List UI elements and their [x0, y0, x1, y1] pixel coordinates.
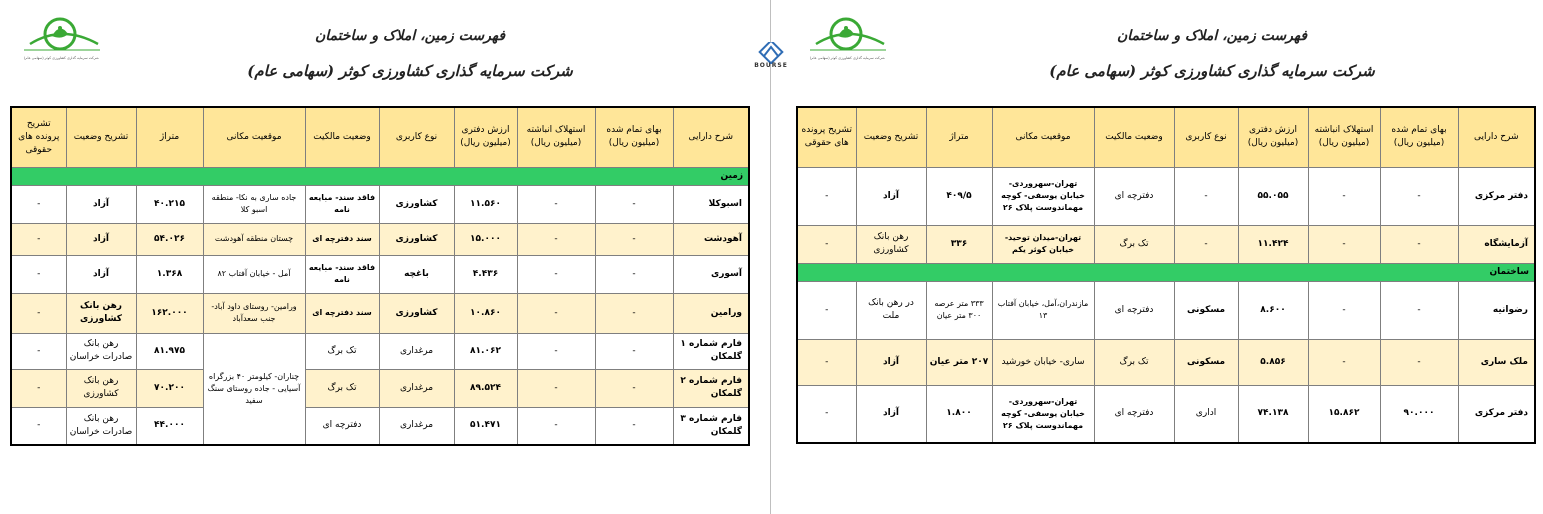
header-company: شرکت سرمایه گذاری کشاورزی کوثر (سهامی عام)	[247, 62, 573, 80]
cell-name: آزمایشگاه	[1458, 225, 1535, 263]
cell-status: در رهن بانک ملت	[856, 281, 926, 339]
cell-book: ۸.۶۰۰	[1238, 281, 1308, 339]
col-header: موقعیت مکانی	[203, 107, 305, 167]
cell-status: آزاد	[66, 223, 136, 255]
table-row	[797, 225, 1535, 263]
cell-own: تک برگ	[1094, 225, 1174, 263]
cell-name: ورامین	[673, 293, 749, 333]
col-header: ارزش دفتری (میلیون ریال)	[454, 107, 517, 167]
cell-loc-farms: چناران- کیلومتر ۴۰ بزرگراه آسیایی - جاده روستای سنگ سفید	[203, 333, 305, 445]
cell-cost: -	[595, 407, 673, 445]
cell-legal: -	[11, 293, 66, 333]
col-header: تشریح پرونده های حقوقی	[797, 107, 856, 167]
col-header: نوع کاربری	[379, 107, 454, 167]
col-header: نوع کاربری	[1174, 107, 1238, 167]
cell-dep: ۱۵.۸۶۲	[1308, 385, 1380, 443]
cell-use: کشاورزی	[379, 185, 454, 223]
cell-book: ۱۵.۰۰۰	[454, 223, 517, 255]
cell-use: کشاورزی	[379, 223, 454, 255]
cell-area: ۲۰۷ متر عیان	[926, 339, 992, 385]
cell-loc: آمل - خیابان آفتاب ۸۲	[203, 255, 305, 293]
col-header: شرح دارایی	[1458, 107, 1535, 167]
cell-own: فاقد سند- مبایعه نامه	[305, 185, 379, 223]
table-row	[11, 293, 749, 333]
header-title: فهرست زمین، املاک و ساختمان	[1116, 28, 1308, 44]
cell-area: ۷۰.۲۰۰	[136, 369, 203, 407]
cell-own: دفترچه ای	[1094, 281, 1174, 339]
building-asset-table	[796, 106, 1536, 444]
page-divider	[770, 0, 771, 514]
cell-area: ۴۴.۰۰۰	[136, 407, 203, 445]
bourse-label: BOURSE	[754, 62, 788, 69]
cell-use: مسکونی	[1174, 281, 1238, 339]
cell-area: ۸۱.۹۷۵	[136, 333, 203, 369]
table-header-row	[797, 107, 1535, 167]
cell-use: اداری	[1174, 385, 1238, 443]
cell-loc: تهران-سهروردی- خیابان یوسفی- کوچه مهماندوست پلاک ۲۶	[992, 167, 1094, 225]
cell-dep: -	[517, 293, 595, 333]
cell-cost: -	[1380, 281, 1458, 339]
cell-cost: -	[595, 185, 673, 223]
cell-legal: -	[797, 167, 856, 225]
cell-legal: -	[797, 281, 856, 339]
cell-loc: تهران-میدان توحید- خیابان کوثر یکم	[992, 225, 1094, 263]
cell-own: تک برگ	[305, 333, 379, 369]
cell-status: آزاد	[856, 339, 926, 385]
col-header: شرح دارایی	[673, 107, 749, 167]
cell-area: ۴۰.۲۱۵	[136, 185, 203, 223]
cell-dep: -	[517, 407, 595, 445]
cell-book: ۵.۸۵۶	[1238, 339, 1308, 385]
cell-status: آزاد	[66, 185, 136, 223]
cell-legal: -	[797, 385, 856, 443]
cell-legal: -	[11, 185, 66, 223]
col-header: موقعیت مکانی	[992, 107, 1094, 167]
cell-use: مسکونی	[1174, 339, 1238, 385]
cell-cost: -	[595, 333, 673, 369]
cell-cost: -	[1380, 339, 1458, 385]
cell-name: فارم شماره ۳ گلمکان	[673, 407, 749, 445]
cell-name: آهودشت	[673, 223, 749, 255]
header-title: فهرست زمین، املاک و ساختمان	[314, 28, 506, 44]
cell-status: رهن بانک صادرات خراسان	[66, 333, 136, 369]
cell-dep: -	[1308, 339, 1380, 385]
cell-book: ۵۱.۴۷۱	[454, 407, 517, 445]
cell-name: ملک ساری	[1458, 339, 1535, 385]
cell-dep: -	[1308, 281, 1380, 339]
cell-area: ۵۴.۰۲۶	[136, 223, 203, 255]
header-company: شرکت سرمایه گذاری کشاورزی کوثر (سهامی عام)	[1049, 62, 1375, 80]
table-row	[797, 281, 1535, 339]
col-header: تشریح وضعیت	[66, 107, 136, 167]
table-row	[11, 407, 749, 445]
cell-loc: چستان منطقه آهودشت	[203, 223, 305, 255]
cell-name: دفتر مرکزی	[1458, 167, 1535, 225]
cell-own: تک برگ	[1094, 339, 1174, 385]
table-row	[11, 185, 749, 223]
land-asset-table	[10, 106, 750, 446]
cell-book: ۱۰.۸۶۰	[454, 293, 517, 333]
table-row	[797, 167, 1535, 225]
cell-dep: -	[1308, 225, 1380, 263]
cell-cost: -	[595, 223, 673, 255]
cell-use: مرغداری	[379, 407, 454, 445]
col-header: بهای تمام شده (میلیون ریال)	[595, 107, 673, 167]
cell-legal: -	[11, 407, 66, 445]
cell-legal: -	[797, 339, 856, 385]
cell-book: ۵۵.۰۵۵	[1238, 167, 1308, 225]
col-header: متراژ	[926, 107, 992, 167]
cell-dep: -	[517, 185, 595, 223]
col-header: متراژ	[136, 107, 203, 167]
cell-area: ۴۰۹/۵	[926, 167, 992, 225]
cell-own: دفترچه ای	[1094, 385, 1174, 443]
cell-area: ۳۳۳ متر عرصه ۳۰۰ متر عیان	[926, 281, 992, 339]
logo-caption: شرکت سرمایه گذاری کشاورزی کوثر (سهامی عام)	[810, 56, 885, 60]
table-row	[11, 333, 749, 369]
cell-status: رهن بانک صادرات خراسان	[66, 407, 136, 445]
cell-use: مرغداری	[379, 369, 454, 407]
cell-area: ۱۶۲.۰۰۰	[136, 293, 203, 333]
col-header: وضعیت مالکیت	[305, 107, 379, 167]
table-header-row	[11, 107, 749, 167]
cell-own: تک برگ	[305, 369, 379, 407]
cell-dep: -	[517, 223, 595, 255]
table-row	[11, 255, 749, 293]
cell-legal: -	[11, 333, 66, 369]
cell-cost: -	[595, 255, 673, 293]
col-header: ارزش دفتری (میلیون ریال)	[1238, 107, 1308, 167]
cell-dep: -	[1308, 167, 1380, 225]
cell-name: فارم شماره ۱ گلمکان	[673, 333, 749, 369]
cell-own: دفترچه ای	[1094, 167, 1174, 225]
section-row	[797, 263, 1535, 281]
left-page	[0, 0, 770, 514]
cell-status: رهن بانک کشاورزی	[856, 225, 926, 263]
cell-legal: -	[11, 369, 66, 407]
cell-cost: -	[1380, 167, 1458, 225]
section-label: زمین	[11, 167, 749, 185]
cell-own: فاقد سند- مبایعه نامه	[305, 255, 379, 293]
cell-loc: ورامین- روستای داود آباد- جنب سعدآباد	[203, 293, 305, 333]
cell-status: آزاد	[856, 167, 926, 225]
cell-cost: ۹۰.۰۰۰	[1380, 385, 1458, 443]
cell-loc: تهران-سهروردی- خیابان یوسفی- کوچه مهماندوست پلاک ۲۶	[992, 385, 1094, 443]
cell-status: رهن بانک کشاورزی	[66, 293, 136, 333]
cell-name: آسوری	[673, 255, 749, 293]
cell-use: -	[1174, 167, 1238, 225]
right-page	[772, 0, 1543, 514]
cell-use: باغچه	[379, 255, 454, 293]
cell-legal: -	[797, 225, 856, 263]
cell-area: ۱.۳۶۸	[136, 255, 203, 293]
cell-use: کشاورزی	[379, 293, 454, 333]
cell-cost: -	[595, 369, 673, 407]
cell-loc: ساری- خیابان خورشید	[992, 339, 1094, 385]
logo-caption: شرکت سرمایه گذاری کشاورزی کوثر (سهامی عام)	[24, 56, 99, 60]
section-label: ساختمان	[797, 263, 1535, 281]
cell-status: آزاد	[856, 385, 926, 443]
cell-loc: جاده ساری به نکا- منطقه اسبو کلا	[203, 185, 305, 223]
cell-book: ۸۱.۰۶۲	[454, 333, 517, 369]
cell-area: ۱.۸۰۰	[926, 385, 992, 443]
cell-name: دفتر مرکزی	[1458, 385, 1535, 443]
cell-name: فارم شماره ۲ گلمکان	[673, 369, 749, 407]
cell-name: اسبوکلا	[673, 185, 749, 223]
section-row	[11, 167, 749, 185]
cell-legal: -	[11, 223, 66, 255]
cell-name: رضوانیه	[1458, 281, 1535, 339]
col-header: بهای تمام شده (میلیون ریال)	[1380, 107, 1458, 167]
cell-dep: -	[517, 255, 595, 293]
col-header: استهلاک انباشته (میلیون ریال)	[517, 107, 595, 167]
cell-use: مرغداری	[379, 333, 454, 369]
cell-legal: -	[11, 255, 66, 293]
col-header: تشریح پرونده های حقوقی	[11, 107, 66, 167]
cell-book: ۱۱.۴۲۴	[1238, 225, 1308, 263]
cell-book: ۴.۴۳۶	[454, 255, 517, 293]
kowsar-logo-icon	[22, 14, 102, 56]
table-row	[797, 385, 1535, 443]
cell-book: ۸۹.۵۲۴	[454, 369, 517, 407]
cell-status: آزاد	[66, 255, 136, 293]
cell-dep: -	[517, 369, 595, 407]
cell-own: سند دفترچه ای	[305, 223, 379, 255]
table-row	[11, 369, 749, 407]
cell-cost: -	[595, 293, 673, 333]
cell-cost: -	[1380, 225, 1458, 263]
table-row	[797, 339, 1535, 385]
cell-own: دفترچه ای	[305, 407, 379, 445]
cell-area: ۳۳۶	[926, 225, 992, 263]
cell-book: ۷۴.۱۳۸	[1238, 385, 1308, 443]
cell-use: -	[1174, 225, 1238, 263]
col-header: استهلاک انباشته (میلیون ریال)	[1308, 107, 1380, 167]
cell-book: ۱۱.۵۶۰	[454, 185, 517, 223]
cell-status: رهن بانک کشاورزی	[66, 369, 136, 407]
col-header: وضعیت مالکیت	[1094, 107, 1174, 167]
cell-own: سند دفترچه ای	[305, 293, 379, 333]
kowsar-logo-icon	[808, 14, 888, 56]
cell-dep: -	[517, 333, 595, 369]
table-row	[11, 223, 749, 255]
cell-loc: مازندران،آمل، خیابان آفتاب ۱۳	[992, 281, 1094, 339]
col-header: تشریح وضعیت	[856, 107, 926, 167]
